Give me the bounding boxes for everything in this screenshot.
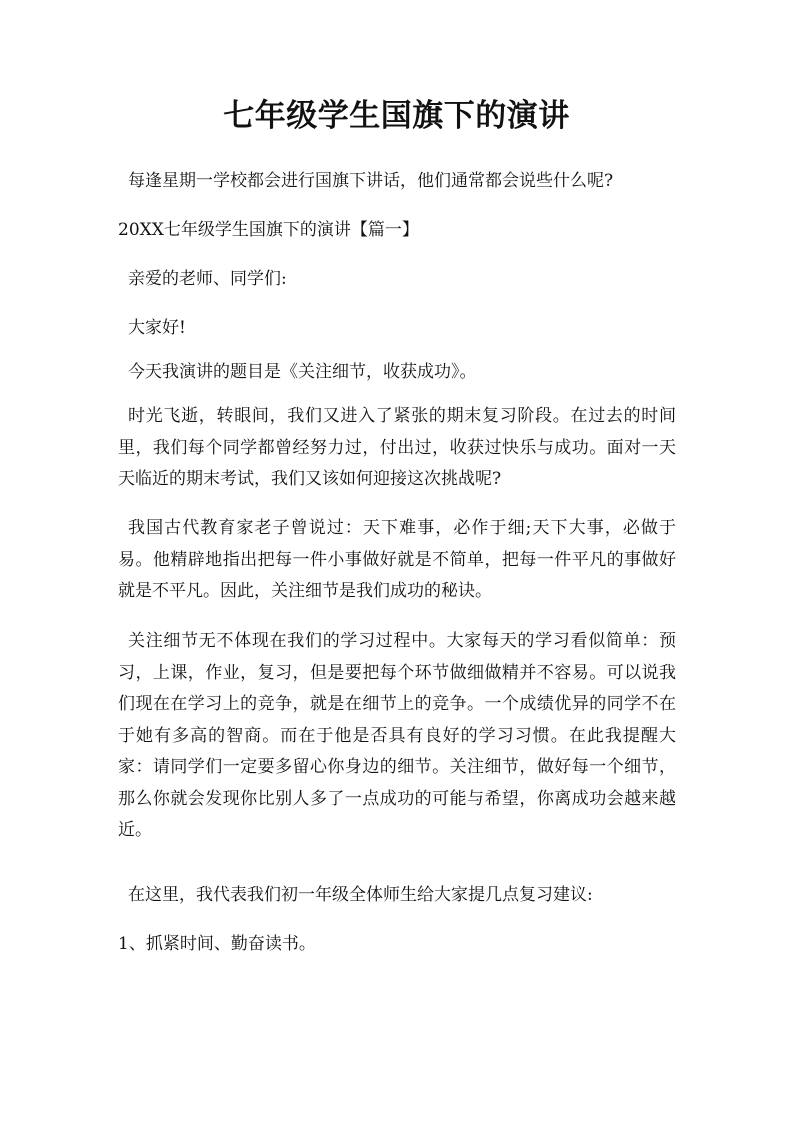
greeting: 大家好! (128, 318, 186, 338)
intro-paragraph: 每逢星期一学校都会进行国旗下讲话，他们通常都会说些什么呢? (128, 171, 614, 191)
page-title: 七年级学生国旗下的演讲 (223, 98, 570, 134)
body-paragraph-2: 我国古代教育家老子曾说过：天下难事，必作于细;天下大事，必做于易。他精辟地指出把每一件小事做好就是不简单，把每一件平凡的事做好就是不平凡。因此，关注细节是我们成功的秘诀。 (118, 518, 676, 601)
body-paragraph-1: 时光飞逝，转眼间，我们又进入了紧张的期末复习阶段。在过去的时间里，我们每个同学都曾经努力过，付出过，收获过快乐与成功。面对一天天临近的期末考试，我们又该如何迎接这次挑战呢? (118, 406, 676, 489)
section-heading: 20XX七年级学生国旗下的演讲【篇一】 (118, 220, 419, 240)
topic-paragraph: 今天我演讲的题目是《关注细节，收获成功》。 (128, 362, 477, 382)
salutation: 亲爱的老师、同学们: (128, 269, 287, 289)
list-item-1: 1、抓紧时间、勤奋读书。 (118, 934, 316, 954)
body-paragraph-3: 关注细节无不体现在我们的学习过程中。大家每天的学习看似简单：预习，上课，作业，复习，但是要把每个环节做细做精并不容易。可以说我们现在在学习上的竞争，就是在细节上的竞争。一个成绩优异的同学不在于她有多高的智商。而在于他是否具有良好的学习习惯。在此我提醒大家：请同学们一定要多留心你身边的细节。关注细节，做好每一个细节，那么你就会发现你比别人多了一点成功的可能与希望，你离成功会越来越近。 (118, 631, 676, 840)
body-paragraph-4: 在这里，我代表我们初一年级全体师生给大家提几点复习建议: (128, 885, 593, 905)
